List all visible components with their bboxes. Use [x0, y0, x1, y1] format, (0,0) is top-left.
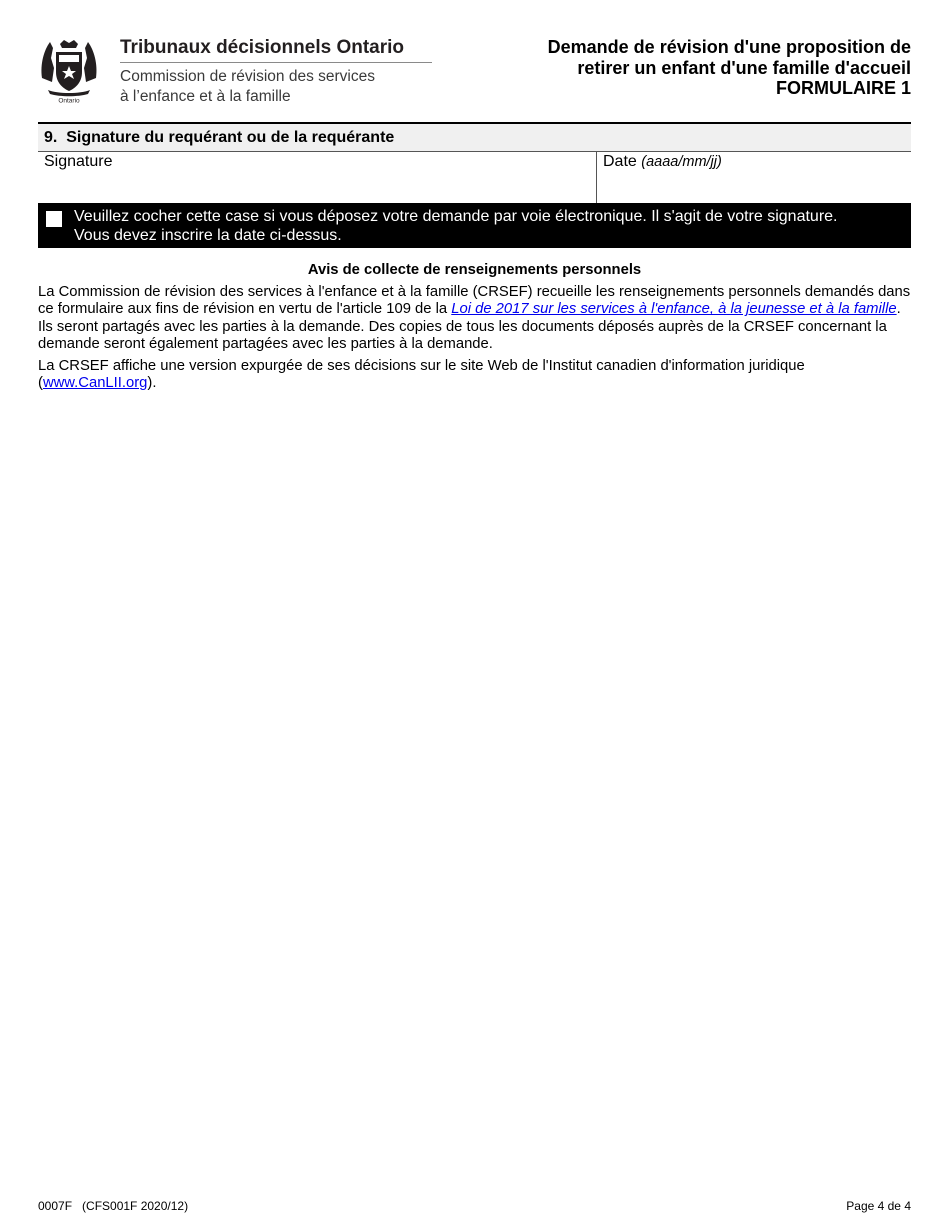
date-format-hint: (aaaa/mm/jj) — [641, 154, 722, 170]
date-field[interactable] — [597, 152, 911, 203]
form-title-line-2: retirer un enfant d'une famille d'accueil — [577, 57, 911, 78]
electronic-filing-checkbox[interactable] — [46, 211, 62, 227]
page-header — [38, 36, 911, 108]
privacy-notice-paragraph-1 — [38, 284, 911, 353]
electronic-filing-banner — [38, 203, 911, 248]
form-title — [491, 37, 911, 99]
form-title-line-1: Demande de révision d'une proposition de — [547, 37, 911, 57]
electronic-filing-line-2: Vous devez inscrire la date ci-dessus. — [74, 226, 342, 244]
p2-text-before: La CRSEF affiche une version expurgée de ses décisions sur le site Web de l'Institut canadien d'information juridique ( — [38, 358, 805, 392]
canlii-link[interactable]: www.CanLII.org — [42, 375, 148, 392]
section-number: 9. — [44, 129, 58, 146]
signature-row — [38, 152, 911, 203]
organization-divider — [120, 62, 432, 63]
organization-subtitle-1: Commission de révision des services — [120, 68, 375, 85]
act-link[interactable]: Loi de 2017 sur les services à l'enfance, à la jeunesse et à la famille — [451, 301, 897, 318]
p1-text-before: La Commission de révision des services à l'enfance et à la famille (CRSEF) recueille les renseignements personnels demandés dans ce formulaire aux fins de révision en vertu de l'article 109 de la — [38, 284, 911, 318]
form-number: FORMULAIRE 1 — [776, 78, 911, 98]
logo-caption: Ontario — [58, 97, 80, 104]
electronic-filing-line-1: Veuillez cocher cette case si vous déposez votre demande par voie électronique. Il s'agit de votre signature. — [74, 208, 838, 225]
page-number: Page 4 de 4 — [846, 1199, 911, 1213]
p1-text-after: . Ils seront partagés avec les parties à la demande. Des copies de tous les documents déposés auprès de la CRSEF concernant la demande seront également partagées avec les parties à la demande. — [38, 301, 901, 352]
ontario-coat-of-arms-logo — [38, 38, 100, 104]
electronic-filing-text — [74, 208, 838, 245]
signature-field[interactable] — [38, 152, 597, 203]
organization-subtitle-2: à l’enfance et à la famille — [120, 88, 291, 105]
privacy-notice — [38, 262, 911, 397]
organization-name: Tribunaux décisionnels Ontario — [120, 37, 404, 58]
privacy-notice-title: Avis de collecte de renseignements personnels — [307, 262, 642, 278]
organization-block — [120, 36, 432, 107]
form-code: 0007F (CFS001F 2020/12) — [38, 1199, 189, 1213]
privacy-notice-paragraph-2 — [38, 358, 911, 392]
section-heading — [38, 122, 911, 152]
signature-label: Signature — [44, 153, 113, 170]
p2-text-after: ). — [147, 375, 157, 392]
signature-section — [38, 122, 911, 248]
section-title: Signature du requérant ou de la requérante — [66, 129, 395, 146]
date-label: Date — [603, 153, 637, 170]
